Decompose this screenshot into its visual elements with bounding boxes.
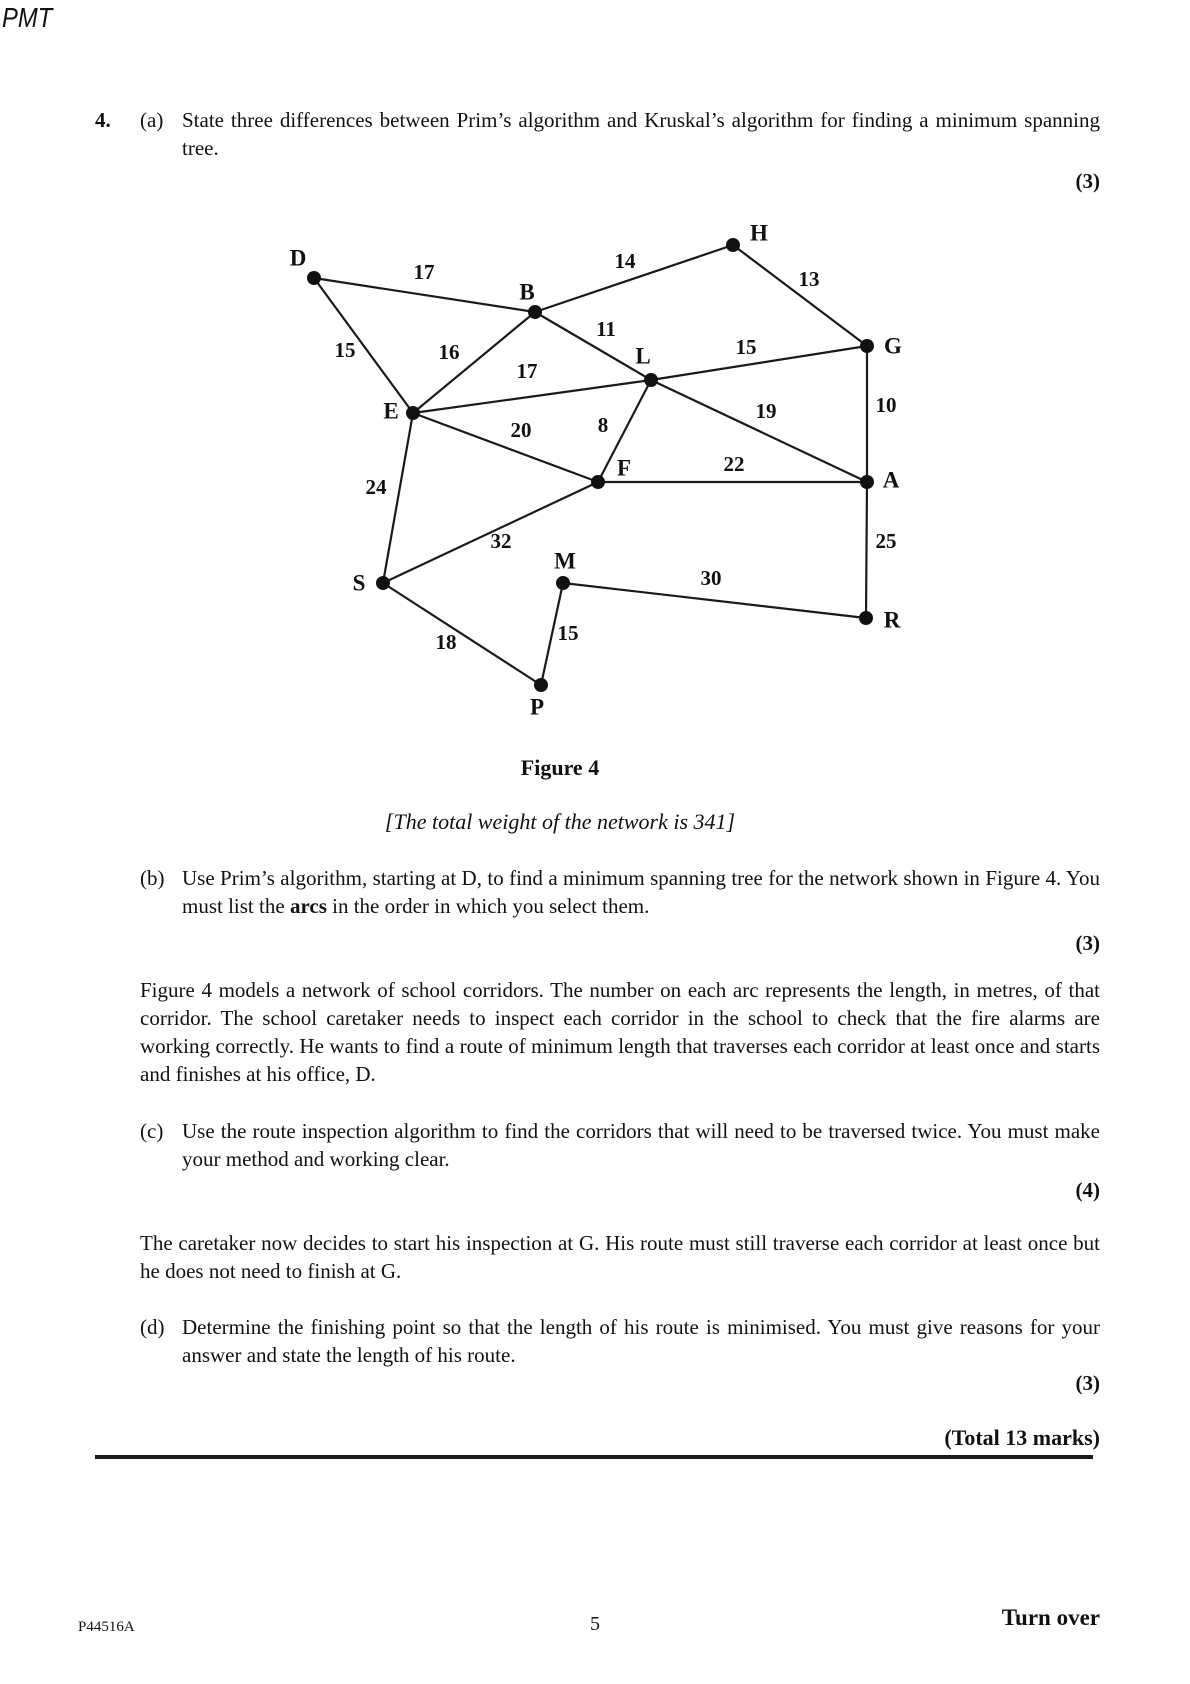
part-a-marks: (3) — [1075, 169, 1100, 193]
edge-E-L — [413, 380, 651, 413]
edge-L-A — [651, 380, 867, 482]
node-label-A: A — [882, 467, 900, 493]
edge-E-S — [383, 413, 413, 583]
node-B — [528, 305, 542, 319]
node-R — [859, 611, 873, 625]
part-d-text: Determine the finishing point so that the length of his route is minimised. You must give reasons for your answer and state the length of his route. — [182, 1315, 1100, 1367]
edge-weight-E-L: 17 — [516, 359, 538, 383]
edge-weight-S-P: 18 — [435, 630, 457, 654]
node-A — [860, 475, 874, 489]
node-E — [406, 406, 420, 420]
edge-D-E — [314, 278, 413, 413]
node-label-S: S — [352, 570, 366, 596]
edge-S-P — [383, 583, 541, 685]
node-S — [376, 576, 390, 590]
edge-weight-B-L: 11 — [596, 317, 616, 341]
bottom-rule — [95, 1455, 1093, 1459]
part-d-marks: (3) — [1075, 1371, 1100, 1395]
part-a-text: State three differences between Prim’s algorithm and Kruskal’s algorithm for finding a minimum spanning tree. — [182, 108, 1100, 160]
part-b-text-post: in the order in which you select them. — [326, 894, 650, 918]
node-label-P: P — [529, 694, 545, 720]
caretaker-paragraph: The caretaker now decides to start his inspection at G. His route must still traverse each corridor at least once but he does not need to finish at G. — [140, 1231, 1100, 1283]
pmt-watermark: PMT — [2, 2, 53, 33]
node-label-B: B — [519, 279, 535, 305]
node-M — [556, 576, 570, 590]
part-b-text — [182, 864, 1100, 920]
node-G — [860, 339, 874, 353]
node-label-M: M — [554, 548, 576, 574]
node-H — [726, 238, 740, 252]
edge-L-G — [651, 346, 867, 380]
edge-weight-B-E: 16 — [438, 340, 460, 364]
corridors-paragraph: Figure 4 models a network of school corridors. The number on each arc represents the length, in metres, of that corridor. The school caretaker needs to inspect each corridor in the school to check that the fire alarms are working correctly. He wants to find a route of minimum length that traverses each corridor at least once and starts and finishes at his office, D. — [140, 978, 1100, 1086]
paper-code: P44516A — [78, 1619, 135, 1635]
node-label-F: F — [616, 455, 632, 481]
part-b-text-bold: arcs — [289, 894, 327, 918]
question-number: 4. — [95, 108, 111, 132]
edge-weight-B-H: 14 — [614, 249, 636, 273]
part-b-marks: (3) — [1075, 931, 1100, 955]
edge-weight-D-B: 17 — [413, 260, 435, 284]
edge-weight-E-S: 24 — [365, 475, 387, 499]
edge-B-L — [535, 312, 651, 380]
part-b-marker: (b) — [140, 866, 165, 890]
node-D — [307, 271, 321, 285]
edge-weight-M-R: 30 — [700, 566, 722, 590]
edge-weight-D-E: 15 — [334, 338, 356, 362]
node-label-H: H — [750, 220, 768, 246]
node-label-E: E — [383, 398, 399, 424]
part-b-text-pre: Use Prim’s algorithm, starting at D, to find a minimum spanning tree for the network shown in Figure 4. You must list the — [182, 866, 1100, 918]
part-c-marks: (4) — [1075, 1178, 1100, 1202]
edge-weight-G-A: 10 — [875, 393, 897, 417]
figure-caption: Figure 4 — [520, 755, 600, 780]
edge-E-F — [413, 413, 598, 482]
turn-over-label: Turn over — [1001, 1605, 1100, 1630]
edge-weight-F-A: 22 — [723, 452, 745, 476]
node-label-G: G — [884, 333, 902, 359]
edge-weight-E-F: 20 — [510, 418, 532, 442]
edge-A-R — [866, 482, 867, 618]
node-P — [534, 678, 548, 692]
node-F — [591, 475, 605, 489]
edge-weight-L-A: 19 — [755, 399, 777, 423]
edge-weight-L-F: 8 — [597, 413, 609, 437]
part-c-marker: (c) — [140, 1119, 164, 1143]
edge-weight-S-F: 32 — [490, 529, 512, 553]
node-label-D: D — [289, 245, 307, 271]
node-L — [644, 373, 658, 387]
edge-weight-L-G: 15 — [735, 335, 757, 359]
figure-4-network-diagram — [250, 195, 930, 720]
edge-H-G — [733, 245, 867, 346]
edge-weight-H-G: 13 — [798, 267, 820, 291]
part-a-marker: (a) — [140, 108, 164, 132]
node-label-R: R — [883, 607, 901, 633]
edge-weight-A-R: 25 — [875, 529, 897, 553]
page-number: 5 — [590, 1613, 600, 1635]
total-marks: (Total 13 marks) — [944, 1425, 1100, 1450]
part-d-marker: (d) — [140, 1315, 165, 1339]
part-c-text: Use the route inspection algorithm to find the corridors that will need to be traversed twice. You must make your method and working clear. — [182, 1119, 1100, 1171]
edge-weight-M-P: 15 — [557, 621, 579, 645]
figure-total-weight-note: [The total weight of the network is 341] — [384, 809, 736, 834]
node-label-L: L — [635, 343, 651, 369]
